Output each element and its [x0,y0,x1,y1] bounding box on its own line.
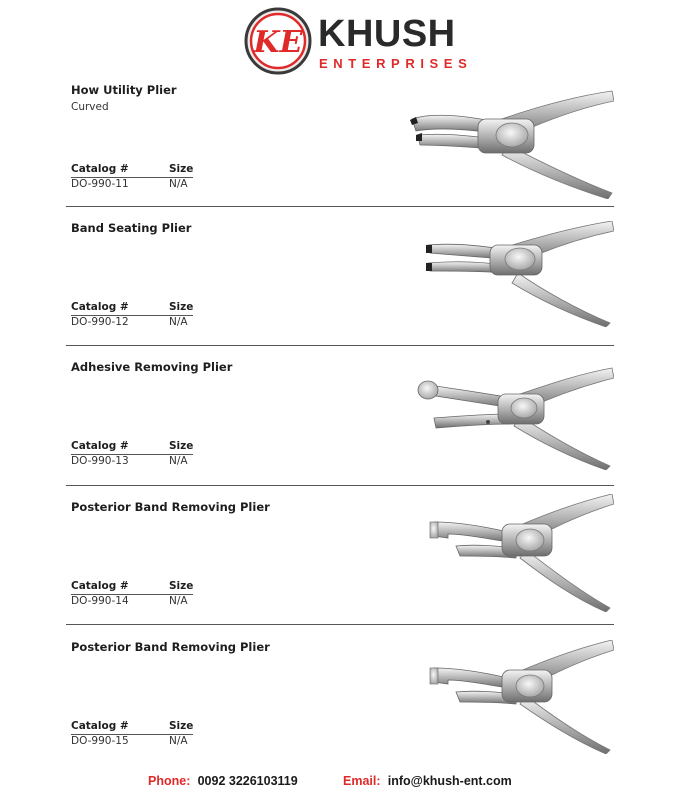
posterior-band-removing-plier-image [426,640,614,754]
brand-name: KHUSH [318,13,456,55]
adhesive-removing-plier-image [414,366,614,470]
footer-email [343,774,512,788]
brand-logo [0,0,689,82]
product-name: Posterior Band Removing Plier [71,640,270,654]
brand-tagline: ENTERPRISES [319,56,473,71]
size-value: N/A [169,455,188,467]
size-value: N/A [169,178,188,190]
catalog-number: DO-990-15 [71,735,129,747]
phone-number[interactable]: 0092 3226103119 [197,774,298,788]
phone-label: Phone: [148,774,191,788]
size-value: N/A [169,735,188,747]
catalog-number: DO-990-12 [71,316,129,328]
catalog-number: DO-990-13 [71,455,129,467]
catalog-header: Catalog # [71,580,129,592]
posterior-band-removing-plier-image [426,494,614,612]
catalog-header: Catalog # [71,301,129,313]
product-card [66,83,614,207]
product-card [66,360,614,484]
section-divider [66,206,614,207]
footer-phone [148,774,298,788]
product-card [66,221,614,345]
monogram-text: KE [253,25,303,60]
catalog-number: DO-990-11 [71,178,129,190]
email-label: Email: [343,774,381,788]
product-name: Adhesive Removing Plier [71,360,233,374]
size-header: Size [169,163,194,175]
email-link[interactable]: info@khush-ent.com [387,774,512,788]
section-divider [66,485,614,486]
band-seating-plier-image [426,221,614,327]
curved-plier-image [410,89,614,199]
size-header: Size [169,580,194,592]
section-divider [66,624,614,625]
size-header: Size [169,720,194,732]
product-name: Band Seating Plier [71,221,192,235]
size-value: N/A [169,316,188,328]
catalog-header: Catalog # [71,440,129,452]
section-divider [66,345,614,346]
product-description: Curved [71,101,109,113]
catalog-header: Catalog # [71,720,129,732]
size-value: N/A [169,595,188,607]
product-name: Posterior Band Removing Plier [71,500,270,514]
product-name: How Utility Plier [71,83,177,97]
size-header: Size [169,301,194,313]
ke-monogram-icon [244,7,312,75]
catalog-number: DO-990-14 [71,595,129,607]
product-card [66,640,614,764]
size-header: Size [169,440,194,452]
catalog-header: Catalog # [71,163,129,175]
product-card [66,500,614,624]
